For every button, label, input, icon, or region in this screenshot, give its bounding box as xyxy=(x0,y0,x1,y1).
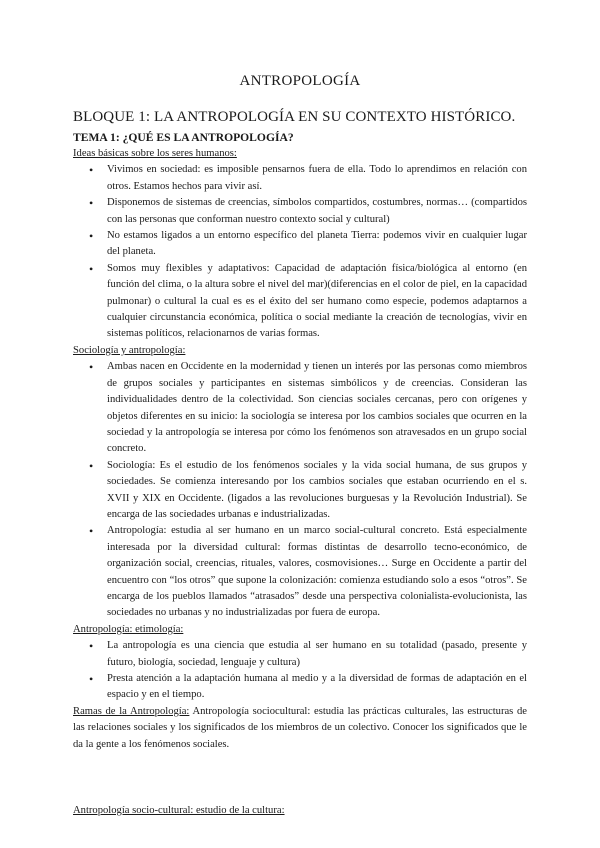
spacer xyxy=(73,753,527,803)
block-title: BLOQUE 1: LA ANTROPOLOGÍA EN SU CONTEXTO HISTÓRICO. xyxy=(73,109,516,125)
section-heading-etimologia: Antropología: etimología: xyxy=(73,623,184,635)
list-item: • Vivimos en sociedad: es imposible pensarnos fuera de ella. Todo lo aprendimos en relación con otros. Estamos hechos para vivir así. xyxy=(107,162,527,195)
section-heading-sociocultural: Antropología socio-cultural: estudio de la cultura: xyxy=(73,805,285,817)
ramas-paragraph xyxy=(73,704,527,753)
document-body xyxy=(73,130,527,819)
list-item: • Antropología: estudia al ser humano en un marco social-cultural concreto. Está especialmente interesada por la diversidad cultural: formas distintas de desarrollo tecno-económico, de organización social, creencias, rituales, valores, cosmovisiones… Surge en Occidente a partir del encuentro con “los otros” que supone la colonización: comienza estudiando solo a esos “otros”. Se encarga de los pueblos llamados “atrasados” desde una perspectiva colonialista-evolucionista, las sociedades no urbanas y no industrializadas por fuera de europa. xyxy=(107,523,527,621)
document-title: ANTROPOLOGÍA xyxy=(239,73,361,89)
ramas-text: Antropología sociocultural: estudia las prácticas culturales, las estructuras de las relaciones sociales y los significados de los miembros de un colectivo. Conocer los significados que le da la gente a los fenómenos sociales. xyxy=(73,705,527,750)
section-heading-ramas: Ramas de la Antropología: xyxy=(73,705,190,717)
list-item: • La antropología es una ciencia que estudia al ser humano en su totalidad (pasado, presente y futuro, biología, sociedad, lenguaje y cultura) xyxy=(107,638,527,671)
list-item: • Somos muy flexibles y adaptativos: Capacidad de adaptación física/biológica al entorno (en función del clima, o la altura sobre el nivel del mar)(diferencias en el color de piel, en la capacidad pulmonar) o cultural la cual es es el éxito del ser humano como especie, podemos adaptarnos a cualquier circunstancia económica, política o social mediante la creación de tecnologías, vivir en sistemas políticos, relacionarnos de varias formas. xyxy=(107,261,527,343)
etimologia-list xyxy=(73,638,527,704)
section-heading-ideas: Ideas básicas sobre los seres humanos: xyxy=(73,148,237,159)
list-item: • Ambas nacen en Occidente en la modernidad y tienen un interés por las personas como miembros de grupos sociales y participantes en sistemas simbólicos y de creencias. Consideran las individualidades dentro de la colectividad. Son ciencias sociales cercanas, pero con orígenes y objetos diferentes en su inicio: la sociología se interesa por los cambios sociales que ocurren en la sociedad y la antropología se interesa por cómo los fenómenos son atravesados en un grupo social concreto. xyxy=(107,359,527,457)
list-item: • No estamos ligados a un entorno específico del planeta Tierra: podemos vivir en cualquier lugar del planeta. xyxy=(107,228,527,261)
sociologia-list xyxy=(73,359,527,622)
list-item: • Presta atención a la adaptación humana al medio y a la diversidad de formas de adaptación en el espacio y en el tiempo. xyxy=(107,671,527,704)
list-item: • Sociología: Es el estudio de los fenómenos sociales y la vida social humana, de sus grupos y sociedades. Se comienza interesando por los cambios sociales que estaban ocurriendo en el s. XVII y XIX en Occidente. (ligados a las revoluciones burguesas y la Revolución Industrial). Se encarga de las sociedades urbanas e industrializadas. xyxy=(107,458,527,524)
topic-title: TEMA 1: ¿QUÉ ES LA ANTROPOLOGÍA? xyxy=(73,131,294,144)
section-heading-sociologia: Sociología y antropología: xyxy=(73,344,186,356)
ideas-list xyxy=(73,162,527,342)
list-item: • Disponemos de sistemas de creencias, símbolos compartidos, costumbres, normas… (compartidos con las personas que conforman nuestro contexto social y cultural) xyxy=(107,195,527,228)
